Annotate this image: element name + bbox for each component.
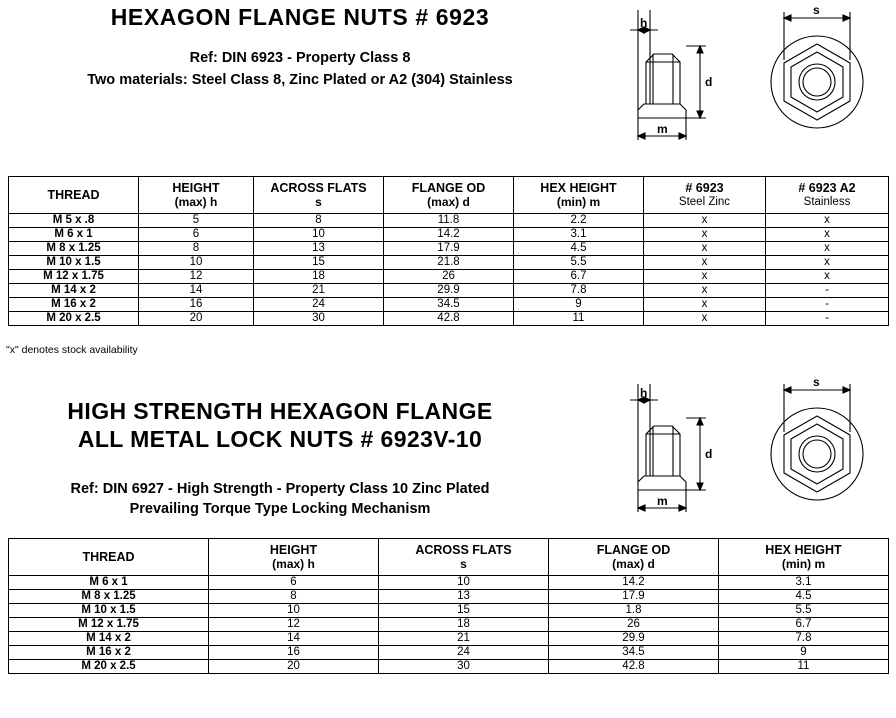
cell-flange-od: 34.5: [384, 298, 514, 312]
cell-stainless: -: [766, 298, 889, 312]
cell-thread: M 14 x 2: [9, 632, 209, 646]
dim-label-m: m: [657, 122, 668, 136]
cell-stainless: x: [766, 228, 889, 242]
cell-thread: M 20 x 2.5: [9, 312, 139, 326]
cell-flange-od: 34.5: [549, 646, 719, 660]
cell-hex-height: 11: [514, 312, 644, 326]
cell-hex-height: 6.7: [514, 270, 644, 284]
col-thread: THREAD: [9, 539, 209, 576]
table-row: [9, 228, 889, 242]
cell-hex-height: 4.5: [719, 590, 889, 604]
cell-hex-height: 7.8: [719, 632, 889, 646]
cell-steel-zinc: x: [644, 256, 766, 270]
cell-steel-zinc: x: [644, 284, 766, 298]
cell-flange-od: 1.8: [549, 604, 719, 618]
cell-height: 10: [139, 256, 254, 270]
cell-height: 14: [139, 284, 254, 298]
cell-hex-height: 11: [719, 660, 889, 674]
table-row: [9, 242, 889, 256]
cell-stainless: -: [766, 284, 889, 298]
section2-title-line1: HIGH STRENGTH HEXAGON FLANGE: [67, 398, 493, 424]
cell-across-flats: 8: [254, 214, 384, 228]
col-hex-height: HEX HEIGHT (min) m: [514, 177, 644, 214]
dim-label-h: h: [640, 386, 648, 400]
cell-stainless: x: [766, 242, 889, 256]
cell-height: 12: [139, 270, 254, 284]
section2-reference-line1: Ref: DIN 6927 - High Strength - Property Class 10 Zinc Plated: [70, 481, 490, 497]
cell-thread: M 20 x 2.5: [9, 660, 209, 674]
cell-thread: M 12 x 1.75: [9, 618, 209, 632]
table-row: [9, 284, 889, 298]
table-row: [9, 214, 889, 228]
cell-flange-od: 17.9: [549, 590, 719, 604]
stock-availability-note: "x" denotes stock availability: [6, 344, 138, 356]
cell-steel-zinc: x: [644, 298, 766, 312]
cell-height: 5: [139, 214, 254, 228]
cell-across-flats: 10: [254, 228, 384, 242]
hex-flange-nut-diagram: [612, 0, 896, 160]
cell-across-flats: 24: [379, 646, 549, 660]
cell-hex-height: 7.8: [514, 284, 644, 298]
col-stainless: # 6923 A2 Stainless: [766, 177, 889, 214]
table-row: [9, 618, 889, 632]
cell-across-flats: 21: [254, 284, 384, 298]
section2-reference-line2: Prevailing Torque Type Locking Mechanism: [129, 501, 431, 517]
table-row: [9, 632, 889, 646]
dim-label-d: d: [705, 447, 713, 461]
section2-title-line2: ALL METAL LOCK NUTS # 6923V-10: [77, 426, 483, 452]
cell-flange-od: 42.8: [549, 660, 719, 674]
cell-hex-height: 6.7: [719, 618, 889, 632]
cell-flange-od: 21.8: [384, 256, 514, 270]
cell-stainless: x: [766, 270, 889, 284]
hex-flange-nuts-table: [8, 176, 889, 326]
cell-thread: M 8 x 1.25: [9, 590, 209, 604]
cell-thread: M 6 x 1: [9, 228, 139, 242]
cell-across-flats: 18: [379, 618, 549, 632]
dim-label-s: s: [813, 375, 820, 389]
cell-height: 20: [209, 660, 379, 674]
cell-across-flats: 13: [254, 242, 384, 256]
cell-steel-zinc: x: [644, 312, 766, 326]
col-height: HEIGHT (max) h: [209, 539, 379, 576]
cell-across-flats: 15: [254, 256, 384, 270]
col-hex-height: HEX HEIGHT (min) m: [719, 539, 889, 576]
cell-flange-od: 14.2: [384, 228, 514, 242]
cell-hex-height: 3.1: [719, 576, 889, 590]
cell-height: 10: [209, 604, 379, 618]
cell-flange-od: 29.9: [549, 632, 719, 646]
lock-nut-diagram: [612, 372, 896, 522]
cell-height: 12: [209, 618, 379, 632]
cell-height: 6: [209, 576, 379, 590]
table-row: [9, 256, 889, 270]
cell-stainless: -: [766, 312, 889, 326]
table-row: [9, 576, 889, 590]
col-height: HEIGHT (max) h: [139, 177, 254, 214]
cell-stainless: x: [766, 256, 889, 270]
cell-hex-height: 4.5: [514, 242, 644, 256]
cell-across-flats: 18: [254, 270, 384, 284]
cell-across-flats: 15: [379, 604, 549, 618]
dim-label-h: h: [640, 16, 648, 30]
cell-thread: M 14 x 2: [9, 284, 139, 298]
cell-flange-od: 17.9: [384, 242, 514, 256]
col-thread: THREAD: [9, 177, 139, 214]
cell-hex-height: 5.5: [719, 604, 889, 618]
cell-height: 14: [209, 632, 379, 646]
cell-height: 16: [139, 298, 254, 312]
cell-flange-od: 11.8: [384, 214, 514, 228]
cell-height: 8: [209, 590, 379, 604]
cell-height: 8: [139, 242, 254, 256]
cell-across-flats: 30: [254, 312, 384, 326]
cell-hex-height: 2.2: [514, 214, 644, 228]
table-row: [9, 660, 889, 674]
dim-label-m: m: [657, 494, 668, 508]
table-row: [9, 312, 889, 326]
cell-steel-zinc: x: [644, 228, 766, 242]
cell-steel-zinc: x: [644, 270, 766, 284]
cell-across-flats: 21: [379, 632, 549, 646]
cell-height: 16: [209, 646, 379, 660]
cell-hex-height: 9: [719, 646, 889, 660]
cell-stainless: x: [766, 214, 889, 228]
cell-across-flats: 13: [379, 590, 549, 604]
cell-flange-od: 26: [549, 618, 719, 632]
cell-across-flats: 10: [379, 576, 549, 590]
cell-height: 20: [139, 312, 254, 326]
section1-reference: Ref: DIN 6923 - Property Class 8: [189, 50, 411, 66]
cell-across-flats: 24: [254, 298, 384, 312]
cell-steel-zinc: x: [644, 242, 766, 256]
cell-thread: M 6 x 1: [9, 576, 209, 590]
cell-height: 6: [139, 228, 254, 242]
table-row: [9, 270, 889, 284]
cell-hex-height: 9: [514, 298, 644, 312]
col-flange-od: FLANGE OD (max) d: [384, 177, 514, 214]
col-steel-zinc: # 6923 Steel Zinc: [644, 177, 766, 214]
cell-flange-od: 14.2: [549, 576, 719, 590]
cell-hex-height: 3.1: [514, 228, 644, 242]
col-flange-od: FLANGE OD (max) d: [549, 539, 719, 576]
high-strength-lock-nuts-table: [8, 538, 889, 674]
cell-steel-zinc: x: [644, 214, 766, 228]
col-across-flats: ACROSS FLATS s: [254, 177, 384, 214]
table-header-row: [9, 539, 889, 576]
cell-thread: M 10 x 1.5: [9, 256, 139, 270]
cell-flange-od: 29.9: [384, 284, 514, 298]
table-row: [9, 646, 889, 660]
cell-thread: M 16 x 2: [9, 298, 139, 312]
cell-hex-height: 5.5: [514, 256, 644, 270]
cell-flange-od: 42.8: [384, 312, 514, 326]
table-row: [9, 590, 889, 604]
cell-thread: M 10 x 1.5: [9, 604, 209, 618]
dim-label-d: d: [705, 75, 713, 89]
section1-title: HEXAGON FLANGE NUTS # 6923: [110, 4, 490, 30]
table-row: [9, 298, 889, 312]
cell-thread: M 12 x 1.75: [9, 270, 139, 284]
section1-materials: Two materials: Steel Class 8, Zinc Plated or A2 (304) Stainless: [87, 72, 513, 88]
table-header-row: [9, 177, 889, 214]
cell-thread: M 8 x 1.25: [9, 242, 139, 256]
cell-thread: M 5 x .8: [9, 214, 139, 228]
table-row: [9, 604, 889, 618]
dim-label-s: s: [813, 3, 820, 17]
cell-flange-od: 26: [384, 270, 514, 284]
col-across-flats: ACROSS FLATS s: [379, 539, 549, 576]
cell-thread: M 16 x 2: [9, 646, 209, 660]
cell-across-flats: 30: [379, 660, 549, 674]
